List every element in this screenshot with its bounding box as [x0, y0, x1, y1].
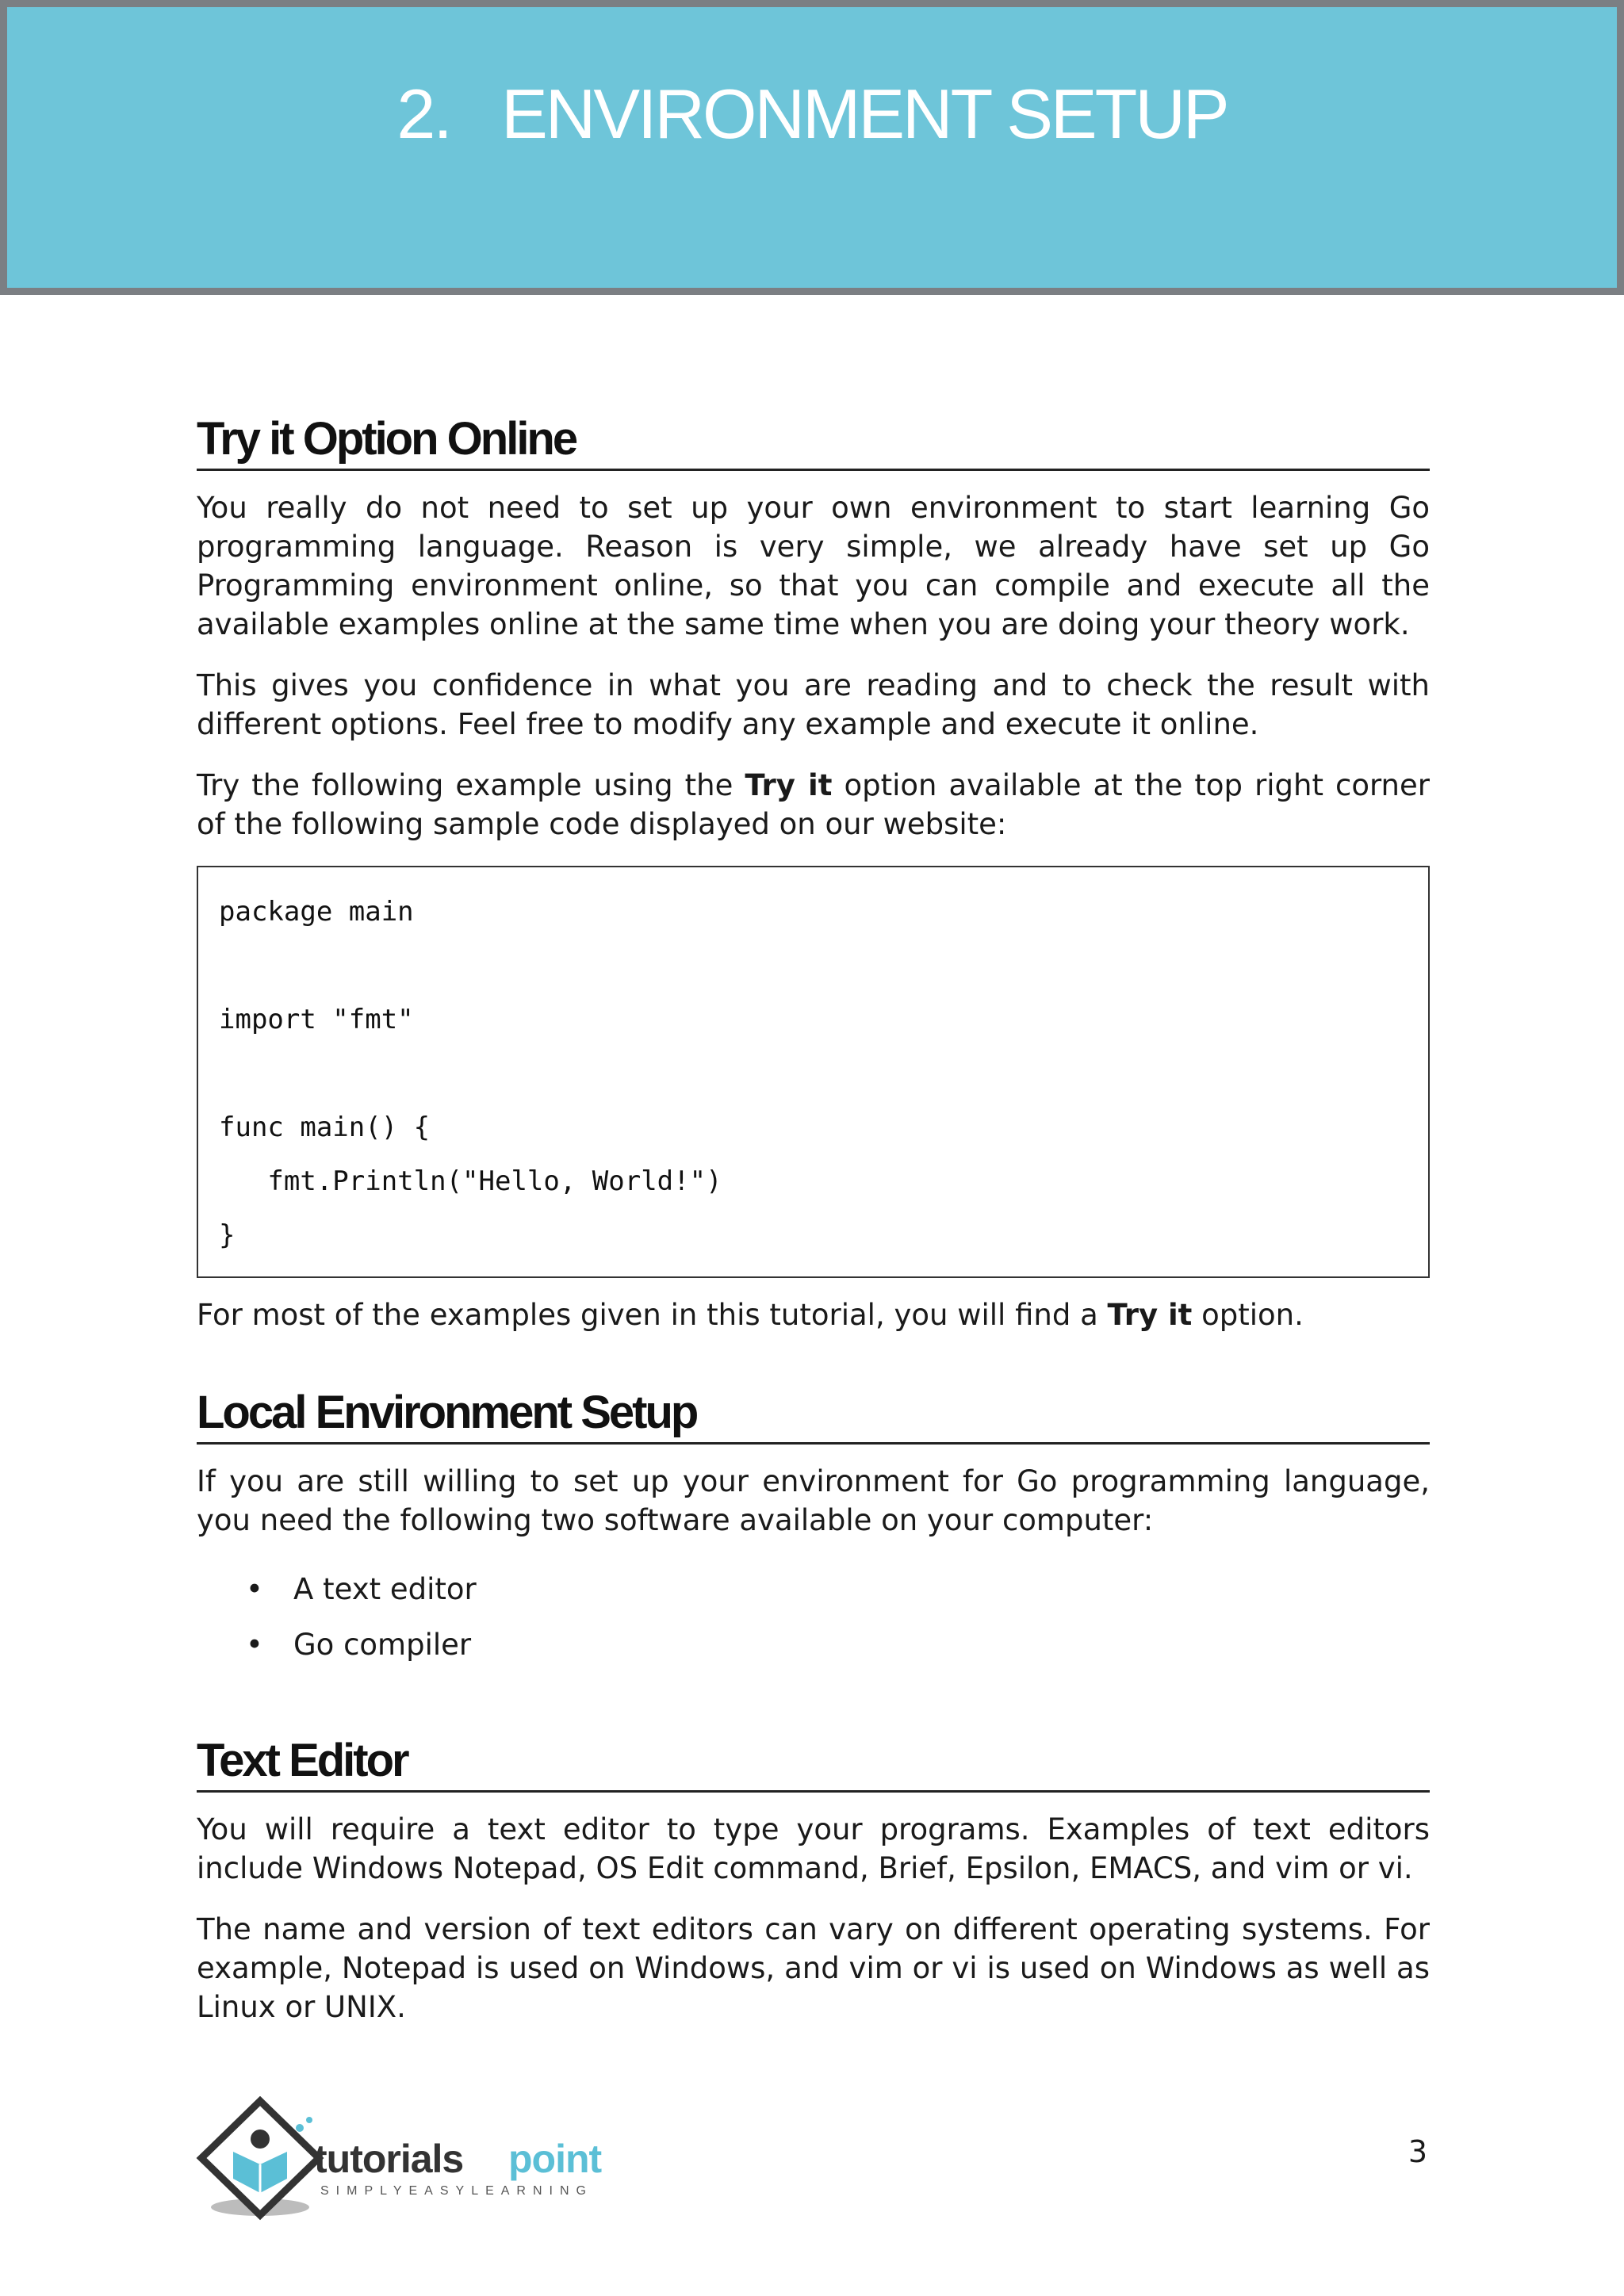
code-line: package main	[219, 896, 414, 928]
bullet-icon: •	[246, 1628, 263, 1662]
code-line	[219, 1047, 1408, 1100]
paragraph: If you are still willing to set up your environment for Go programming language, you need the following two software available on your computer:	[197, 1464, 1430, 1537]
code-line: }	[219, 1219, 236, 1251]
code-line: fmt.Println("Hello, World!")	[219, 1165, 722, 1197]
paragraph: This gives you confidence in what you are reading and to check the result with different options. Feel free to modify any example and execute it online.	[197, 668, 1430, 741]
logo-dot-icon	[296, 2124, 304, 2132]
text-run: option available at the top right corner of the following sample code displayed on our website:	[197, 768, 1430, 841]
code-line: func main() {	[219, 1112, 431, 1143]
paragraph: You will require a text editor to type your programs. Examples of text editors include Windows Notepad, OS Edit command, Brief, Epsilon, EMACS, and vim or vi.	[197, 1812, 1430, 1885]
bold-text: Try it	[1107, 1298, 1193, 1332]
section-try-it	[197, 413, 1430, 1334]
list-item	[197, 1562, 1430, 1617]
logo-wordmark-point: point	[508, 2137, 602, 2181]
list-item-text: A text editor	[293, 1572, 477, 1606]
page-number: 3	[1408, 2134, 1427, 2169]
paragraph: You really do not need to set up your own environment to start learning Go programming language. Reason is very simple, we already have set up Go Programming environment online, so that you can compile and execute all the available examples online at the same time when you are doing your theory work.	[197, 491, 1430, 641]
bullet-icon: •	[246, 1572, 263, 1606]
paragraph	[197, 1295, 1430, 1334]
text-run: Try the following example using the	[197, 768, 745, 802]
code-line: import "fmt"	[219, 1004, 414, 1035]
code-block	[197, 866, 1430, 1278]
logo-dot-icon	[306, 2117, 312, 2123]
chapter-title: 2. ENVIRONMENT SETUP	[396, 75, 1228, 153]
section-spacer	[197, 1705, 1430, 1738]
list-item-text: Go compiler	[293, 1628, 472, 1662]
logo-person-head-icon	[251, 2130, 270, 2149]
text-run: For most of the examples given in this tutorial, you will find a	[197, 1298, 1108, 1332]
section-local-environment	[197, 1387, 1430, 1673]
paragraph: The name and version of text editors can vary on different operating systems. For example, Notepad is used on Windows, and vim or vi is used on Windows as well as Linux or UNIX.	[197, 1912, 1430, 2024]
section-heading-local-environment: Local Environment Setup	[197, 1390, 1430, 1445]
text-run: option.	[1192, 1298, 1304, 1332]
paragraph	[197, 766, 1430, 844]
logo-wordmark-tutorials: tutorials	[314, 2137, 464, 2181]
bold-text: Try it	[745, 768, 833, 802]
list-item	[197, 1617, 1430, 1673]
page-content	[197, 413, 1430, 2049]
section-text-editor	[197, 1735, 1430, 2026]
section-spacer	[197, 1357, 1430, 1390]
tutorialspoint-logo	[195, 2096, 639, 2223]
code-line	[219, 939, 1408, 993]
logo-tagline: SIMPLYEASYLEARNING	[320, 2184, 593, 2198]
logo-diamond-icon	[201, 2101, 319, 2215]
section-heading-text-editor: Text Editor	[197, 1738, 1430, 1793]
section-heading-try-it: Try it Option Online	[197, 416, 1430, 471]
bullet-list	[197, 1562, 1430, 1673]
